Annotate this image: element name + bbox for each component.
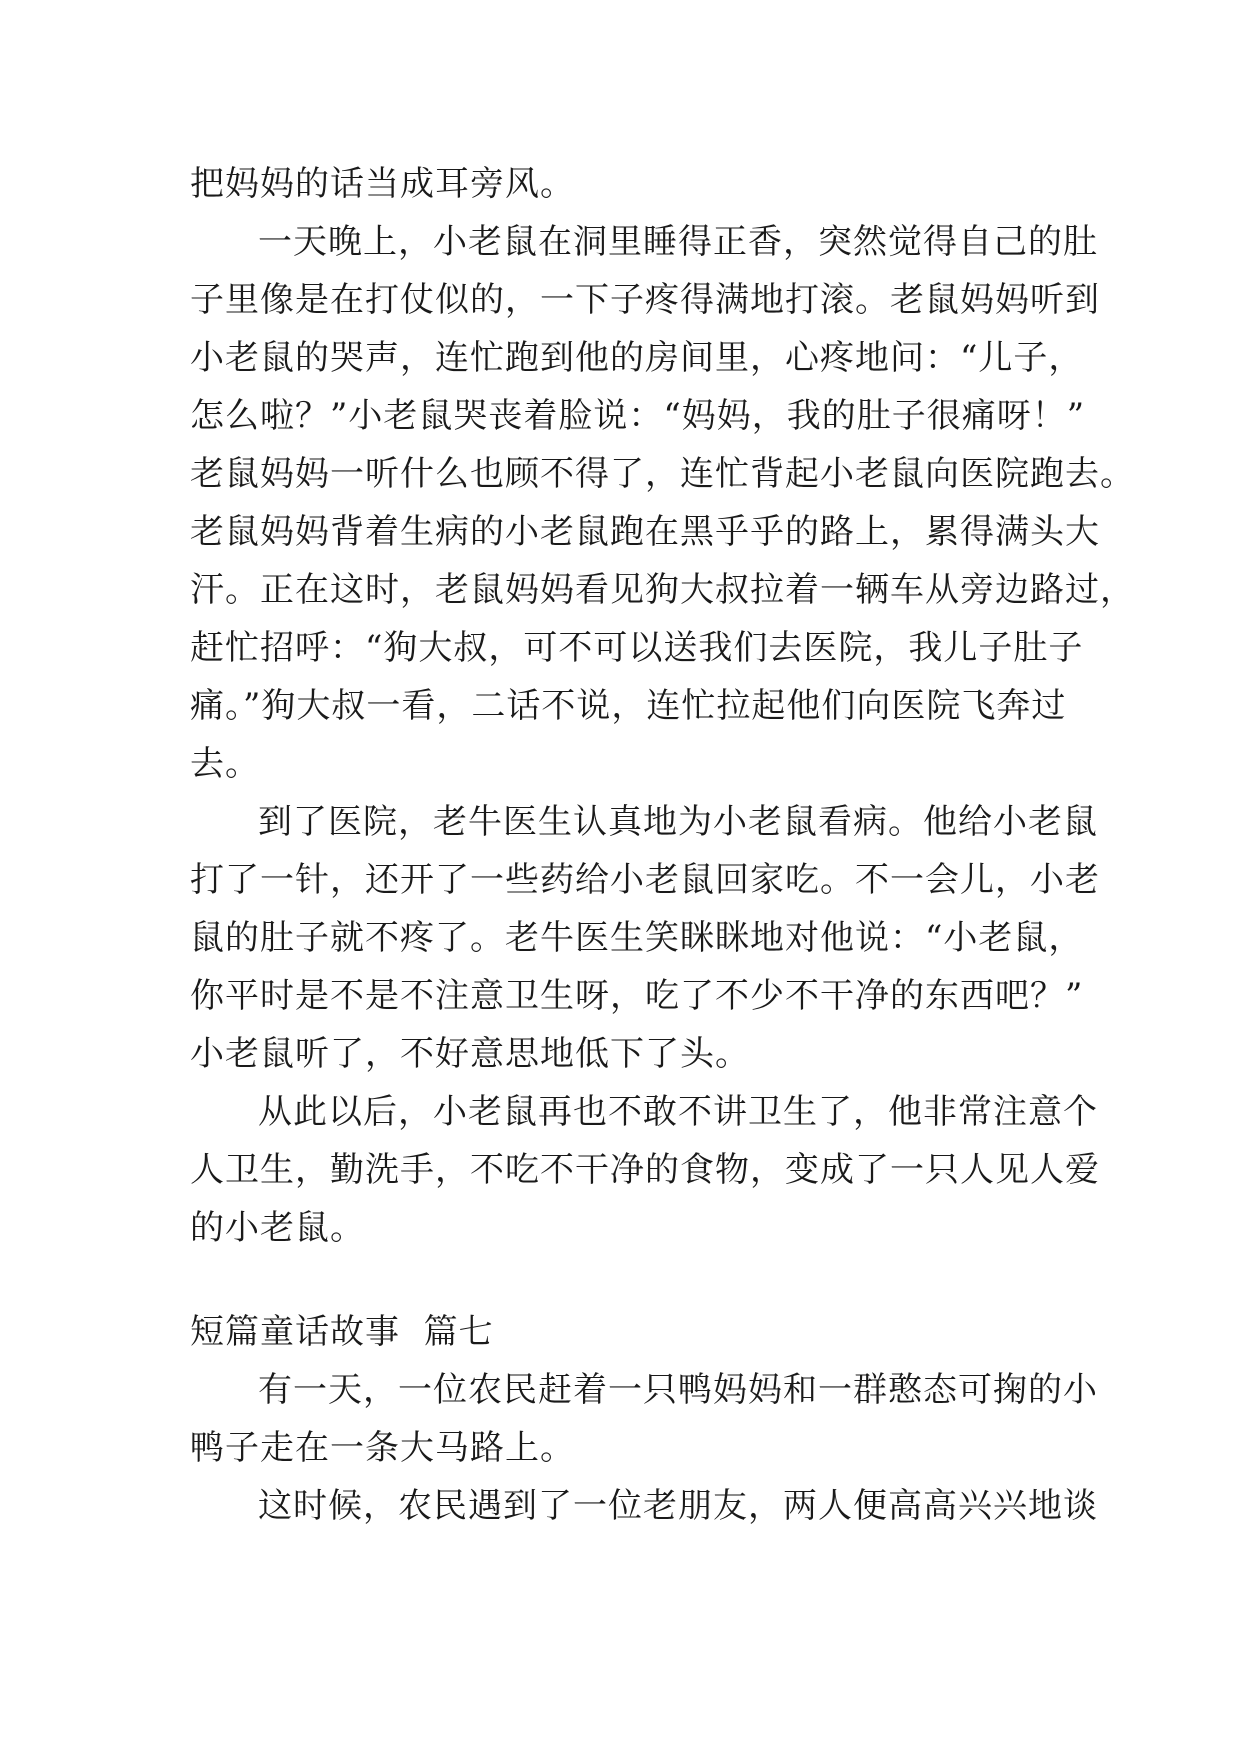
document-page: [190, 155, 1135, 1535]
text-line: 怎么啦？”小老鼠哭丧着脸说：“妈妈，我的肚子很痛呀！”: [190, 396, 1086, 436]
text-line: 有一天，一位农民赶着一只鸭妈妈和一群憨态可掬的小: [258, 1370, 1098, 1410]
text-line: 汗。正在这时，老鼠妈妈看见狗大叔拉着一辆车从旁边路过，: [190, 570, 1135, 610]
text-line: 到了医院，老牛医生认真地为小老鼠看病。他给小老鼠: [258, 802, 1098, 842]
text-line: 把妈妈的话当成耳旁风。: [190, 164, 575, 204]
text-line: 这时候，农民遇到了一位老朋友，两人便高高兴兴地谈: [258, 1486, 1098, 1526]
text-line: 老鼠妈妈背着生病的小老鼠跑在黑乎乎的路上，累得满头大: [190, 512, 1100, 552]
text-line: 的小老鼠。: [190, 1208, 365, 1248]
text-line: 人卫生，勤洗手，不吃不干净的食物，变成了一只人见人爱: [190, 1150, 1100, 1190]
text-line: 鼠的肚子就不疼了。老牛医生笑眯眯地对他说：“小老鼠，: [190, 918, 1084, 958]
section-gap: [190, 1257, 1060, 1303]
text-line: 小老鼠的哭声，连忙跑到他的房间里，心疼地问：“儿子，: [190, 338, 1084, 378]
text-line: 子里像是在打仗似的，一下子疼得满地打滚。老鼠妈妈听到: [190, 280, 1100, 320]
text-line: 去。: [190, 744, 260, 784]
text-line: 打了一针，还开了一些药给小老鼠回家吃。不一会儿，小老: [190, 860, 1100, 900]
text-line: 从此以后，小老鼠再也不敢不讲卫生了，他非常注意个: [258, 1092, 1098, 1132]
paragraph: [190, 213, 1135, 793]
text-line: 小老鼠听了，不好意思地低下了头。: [190, 1034, 750, 1074]
text-line: 老鼠妈妈一听什么也顾不得了，连忙背起小老鼠向医院跑去。: [190, 454, 1135, 494]
text-line: 痛。”狗大叔一看，二话不说，连忙拉起他们向医院飞奔过: [190, 686, 1067, 726]
paragraph: [190, 1083, 1100, 1257]
paragraph: [190, 1361, 1098, 1477]
text-line: 鸭子走在一条大马路上。: [190, 1428, 575, 1468]
paragraph: [190, 1477, 1098, 1535]
text-line: 赶忙招呼：“狗大叔，可不可以送我们去医院，我儿子肚子: [190, 628, 1084, 668]
text-line: 一天晚上，小老鼠在洞里睡得正香，突然觉得自己的肚: [258, 222, 1098, 262]
text-line: 你平时是不是不注意卫生呀，吃了不少不干净的东西吧？”: [190, 976, 1084, 1016]
paragraph: [190, 793, 1100, 1083]
section-heading: 短篇童话故事 篇七: [190, 1312, 494, 1352]
